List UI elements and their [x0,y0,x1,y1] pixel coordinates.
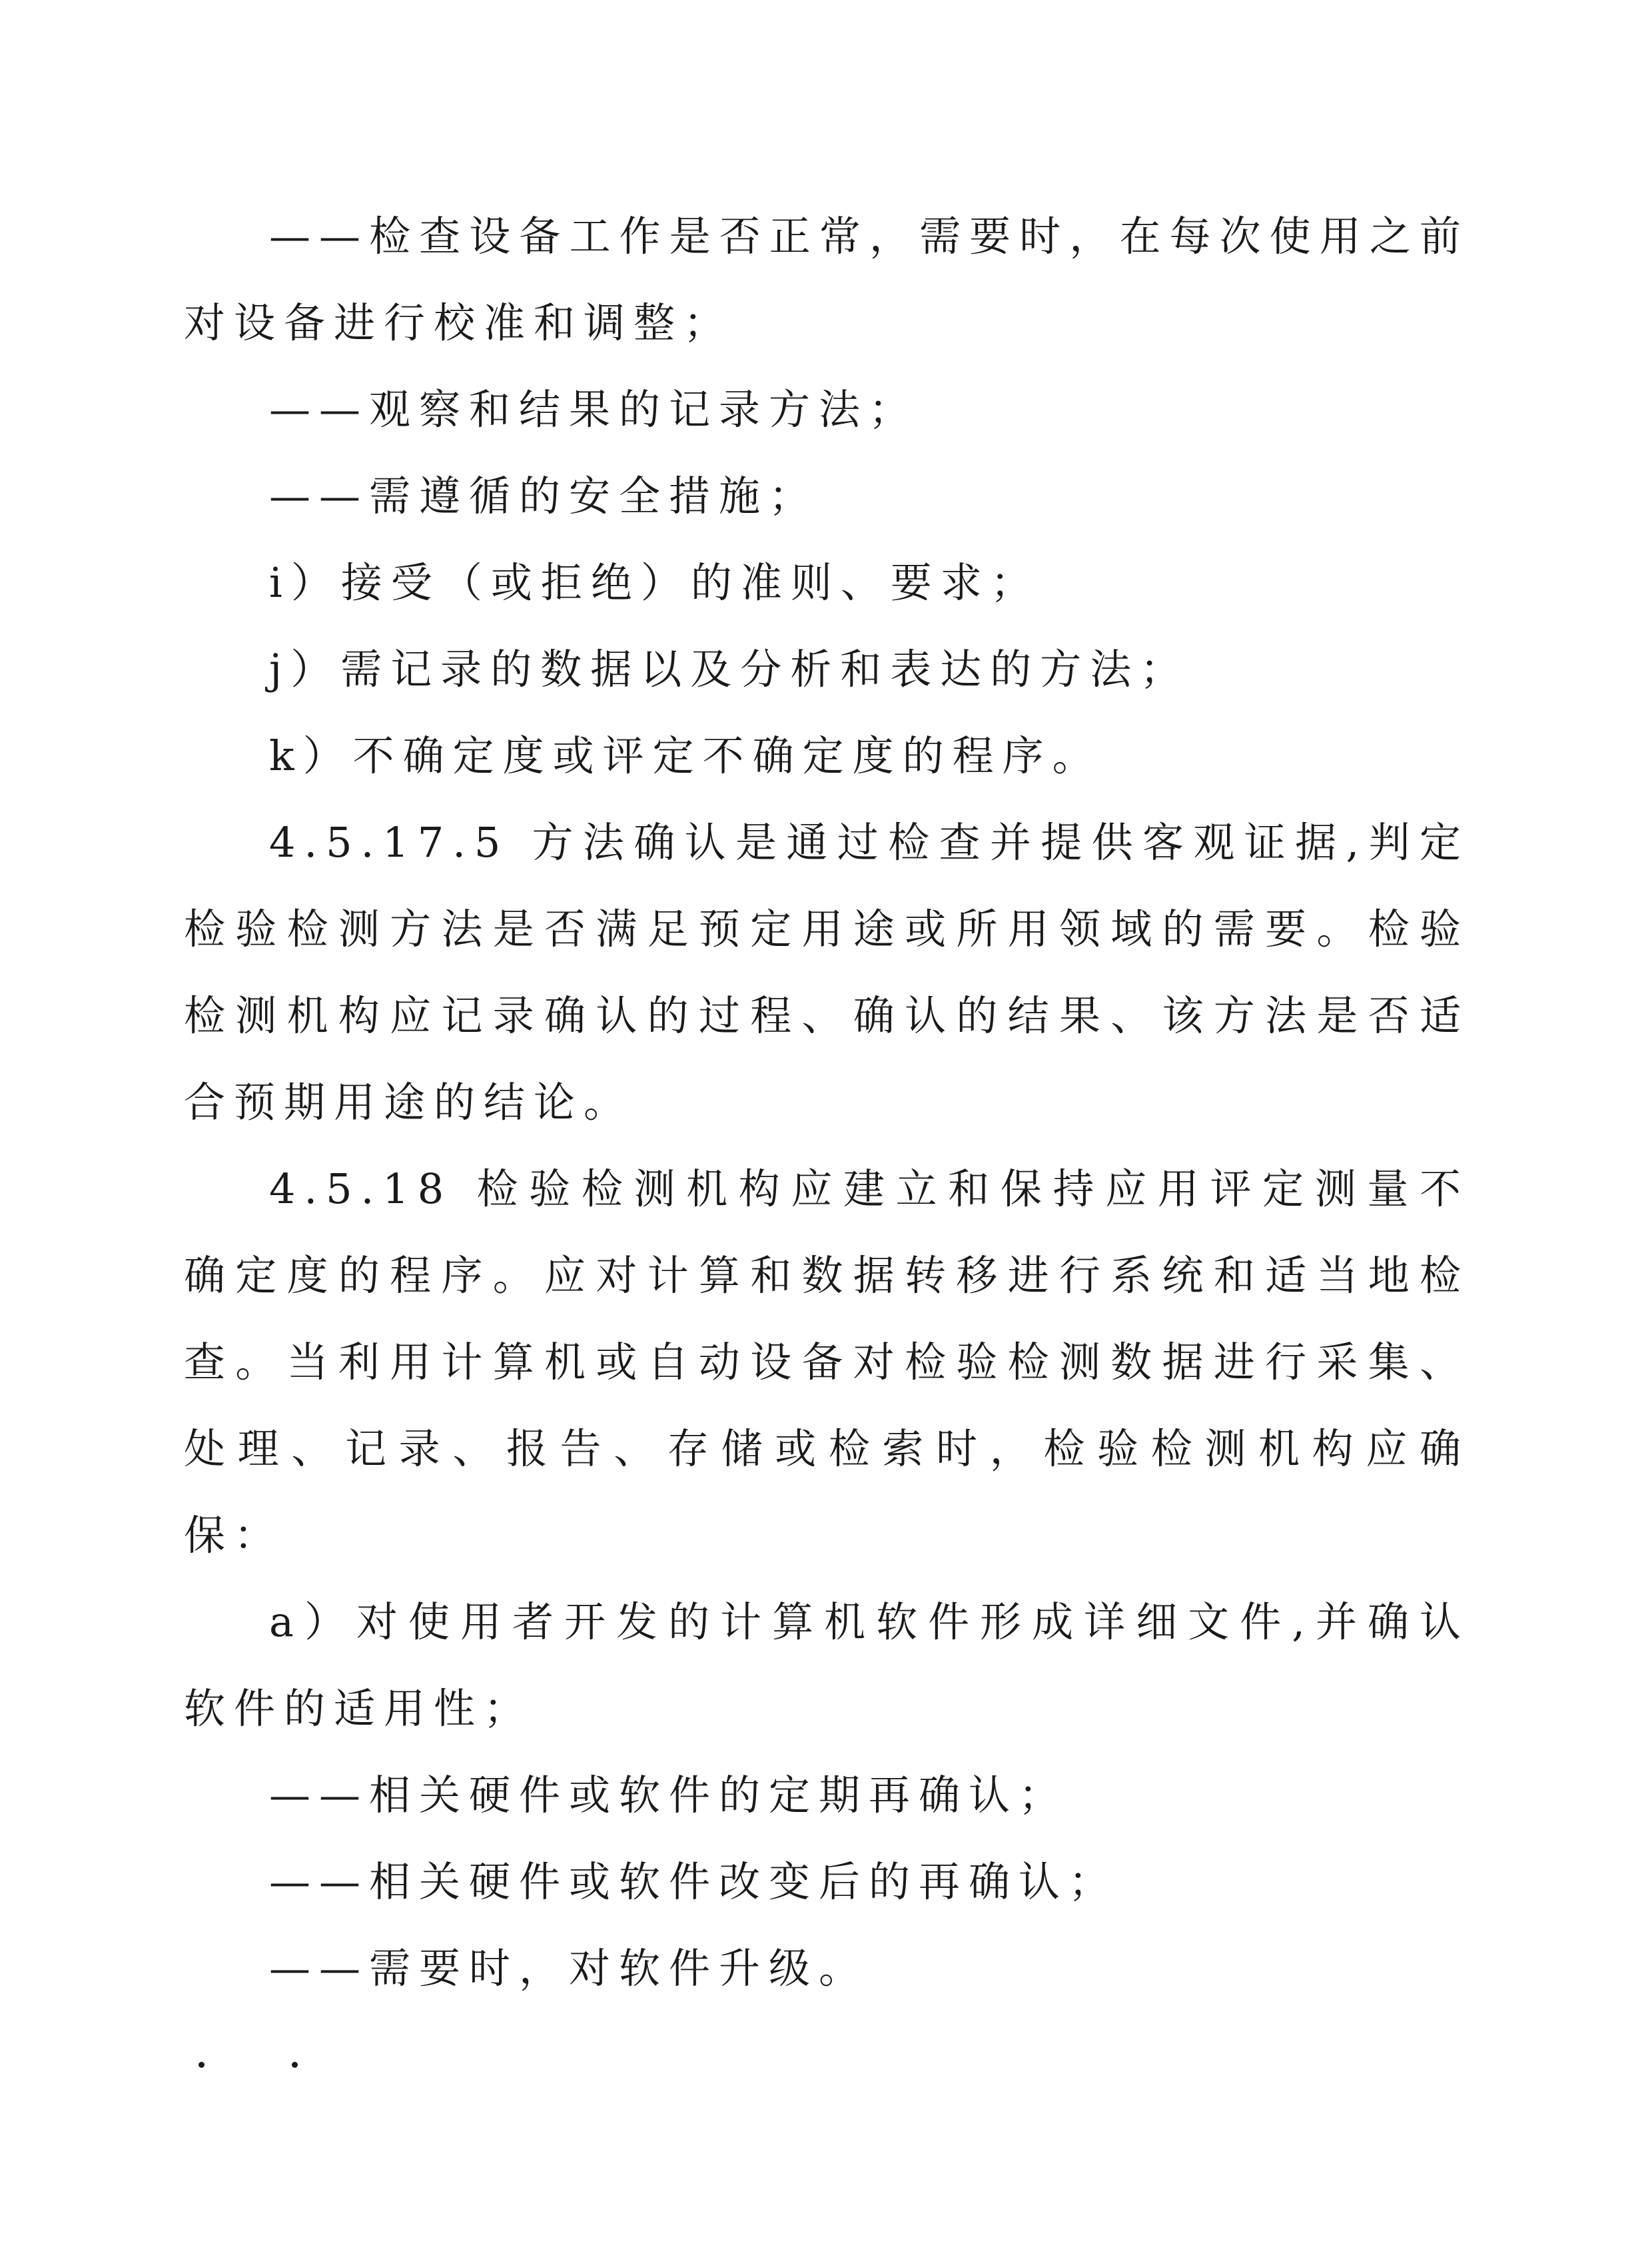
paragraph-safety-measures: ——需遵循的安全措施； [269,472,819,520]
footer-dot-icon [292,2062,298,2068]
paragraph-change-revalidation: ——相关硬件或软件改变后的再确认； [269,1857,1119,1906]
footer-dot-icon [199,2062,205,2068]
paragraph-equipment-check: ——检查设备工作是否正常，需要时，在每次使用之前对设备进行校准和调整； [184,212,1469,347]
paragraph-record-method: ——观察和结果的记录方法； [269,385,919,434]
clause-4-5-17-5: 4.5.17.5 方法确认是通过检查并提供客观证据,判定检验检测方法是否满足预定用途或所用领域的需要。检验检测机构应记录确认的过程、确认的结果、该方法是否适合预期用途的结论。 [184,818,1469,1126]
document-body [184,193,1469,2012]
footer-dots [184,2052,330,2078]
list-item-j: j）需记录的数据以及分析和表达的方法； [269,645,1190,693]
list-item-i: i）接受（或拒绝）的准则、要求； [269,558,1040,607]
list-item-k: k）不确定度或评定不确定度的程序。 [269,731,1102,780]
list-item-a: a）对使用者开发的计算机软件形成详细文件,并确认软件的适用性； [184,1597,1469,1733]
paragraph-periodic-revalidation: ——相关硬件或软件的定期再确认； [269,1771,1069,1819]
paragraph-software-upgrade: ——需要时，对软件升级。 [269,1944,869,1993]
clause-4-5-18: 4.5.18 检验检测机构应建立和保持应用评定测量不确定度的程序。应对计算和数据转移进行系统和适当地检查。当利用计算机或自动设备对检验检测数据进行采集、处理、记录、报告、存储或检索时，检验检测机构应确保： [184,1164,1469,1560]
